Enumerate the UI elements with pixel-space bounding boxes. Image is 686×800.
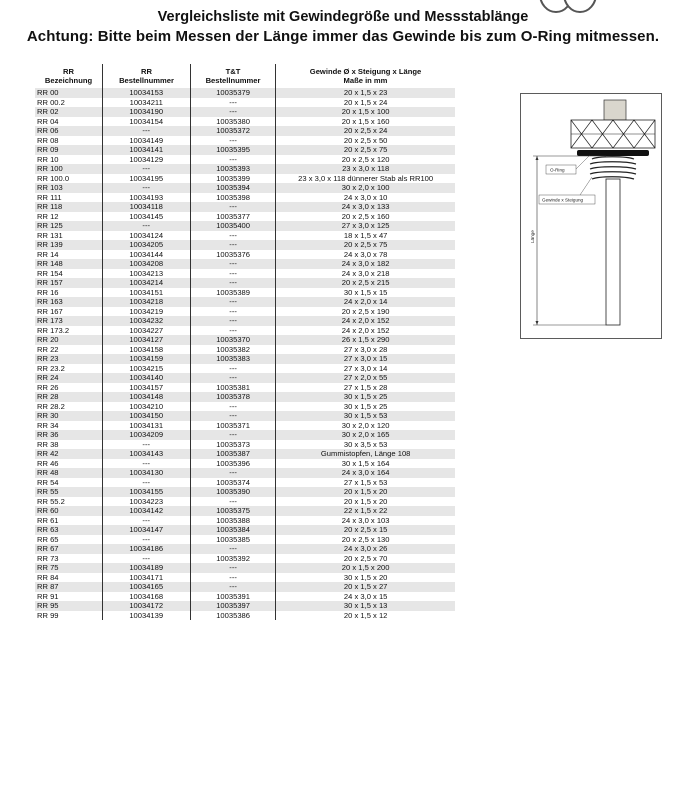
- cell-tt-bestellnummer: ---: [190, 297, 275, 307]
- cell-rr-bestellnummer: 10034193: [102, 193, 190, 203]
- cell-rr-bezeichnung: RR 63: [37, 525, 59, 534]
- cell-tt-bestellnummer: ---: [190, 278, 275, 288]
- cell-rr-bezeichnung: RR 125: [37, 221, 63, 230]
- cell-tt-bestellnummer: 10035398: [190, 193, 275, 203]
- table-row: [35, 383, 455, 393]
- table-row: [35, 563, 455, 573]
- cell-gewinde-masse: 24 x 3,0 x 26: [275, 544, 455, 554]
- table-row: [35, 259, 455, 269]
- table-row: [35, 544, 455, 554]
- cell-tt-bestellnummer: 10035380: [190, 117, 275, 127]
- cell-gewinde-masse: 24 x 3,0 x 218: [275, 269, 455, 279]
- cell-rr-bezeichnung: RR 26: [37, 382, 59, 392]
- cell-tt-bestellnummer: ---: [190, 98, 275, 108]
- cell-tt-bestellnummer: ---: [190, 259, 275, 269]
- cell-rr-bestellnummer: 10034189: [102, 563, 190, 573]
- cell-gewinde-masse: 30 x 1,5 x 15: [275, 288, 455, 298]
- cell-gewinde-masse: 24 x 3,0 x 10: [275, 193, 455, 203]
- table-row: [35, 611, 455, 621]
- table-row: [35, 440, 455, 450]
- cell-rr-bezeichnung: RR 65: [37, 534, 59, 544]
- cell-rr-bestellnummer: 10034213: [102, 269, 190, 279]
- cell-tt-bestellnummer: 10035389: [190, 288, 275, 298]
- cell-gewinde-masse: 20 x 1,5 x 23: [275, 88, 455, 98]
- table-row: [35, 364, 455, 374]
- cell-rr-bestellnummer: ---: [102, 221, 190, 231]
- cell-gewinde-masse: 20 x 2,5 x 15: [275, 525, 455, 535]
- cell-rr-bezeichnung: RR 111: [37, 192, 62, 202]
- cell-tt-bestellnummer: 10035378: [190, 392, 275, 402]
- cell-gewinde-masse: 20 x 1,5 x 27: [275, 582, 455, 592]
- cell-rr-bestellnummer: ---: [102, 126, 190, 136]
- cell-gewinde-masse: 24 x 3,0 x 133: [275, 202, 455, 212]
- cell-gewinde-masse: 20 x 2,5 x 50: [275, 136, 455, 146]
- cell-gewinde-masse: 27 x 2,0 x 55: [275, 373, 455, 383]
- cell-rr-bestellnummer: 10034118: [102, 202, 190, 212]
- table-row: [35, 174, 455, 184]
- cell-rr-bezeichnung: RR 23: [37, 354, 59, 363]
- cell-rr-bestellnummer: 10034144: [102, 250, 190, 260]
- cell-rr-bestellnummer: 10034165: [102, 582, 190, 592]
- cell-rr-bestellnummer: 10034190: [102, 107, 190, 117]
- cell-gewinde-masse: 20 x 2,5 x 70: [275, 554, 455, 564]
- cell-rr-bezeichnung: RR 02: [37, 107, 59, 116]
- cell-rr-bestellnummer: ---: [102, 164, 190, 174]
- cell-rr-bestellnummer: 10034210: [102, 402, 190, 412]
- cell-tt-bestellnummer: 10035375: [190, 506, 275, 516]
- cell-gewinde-masse: 24 x 2,0 x 14: [275, 297, 455, 307]
- cell-gewinde-masse: 20 x 1,5 x 200: [275, 563, 455, 573]
- cell-tt-bestellnummer: 10035370: [190, 335, 275, 345]
- cell-tt-bestellnummer: 10035382: [190, 345, 275, 355]
- cell-gewinde-masse: 24 x 2,0 x 152: [275, 316, 455, 326]
- cell-rr-bezeichnung: RR 139: [37, 240, 63, 249]
- cell-tt-bestellnummer: 10035390: [190, 487, 275, 497]
- table-row: [35, 487, 455, 497]
- table-row: [35, 373, 455, 383]
- cell-rr-bezeichnung: RR 00: [37, 88, 59, 97]
- cell-gewinde-masse: 24 x 3,0 x 182: [275, 259, 455, 269]
- cell-gewinde-masse: 27 x 3,0 x 125: [275, 221, 455, 231]
- cell-rr-bestellnummer: 10034209: [102, 430, 190, 440]
- cell-rr-bezeichnung: RR 67: [37, 544, 59, 553]
- table-row: [35, 345, 455, 355]
- table-row: [35, 592, 455, 602]
- cell-tt-bestellnummer: 10035384: [190, 525, 275, 535]
- cell-rr-bestellnummer: ---: [102, 516, 190, 526]
- cell-gewinde-masse: 27 x 3,0 x 28: [275, 345, 455, 355]
- cell-tt-bestellnummer: 10035383: [190, 354, 275, 364]
- cell-rr-bezeichnung: RR 118: [37, 202, 63, 211]
- table-row: [35, 411, 455, 421]
- cell-rr-bezeichnung: RR 154: [37, 268, 63, 278]
- cell-tt-bestellnummer: 10035396: [190, 459, 275, 469]
- cell-rr-bezeichnung: RR 87: [37, 582, 59, 591]
- cell-rr-bezeichnung: RR 36: [37, 430, 59, 439]
- cell-gewinde-masse: 20 x 2,5 x 120: [275, 155, 455, 165]
- cell-tt-bestellnummer: 10035374: [190, 478, 275, 488]
- cell-gewinde-masse: 30 x 1,5 x 20: [275, 573, 455, 583]
- cell-rr-bestellnummer: 10034159: [102, 354, 190, 364]
- cell-rr-bestellnummer: 10034186: [102, 544, 190, 554]
- table-row: [35, 126, 455, 136]
- cell-gewinde-masse: 20 x 1,5 x 20: [275, 487, 455, 497]
- table-row: [35, 478, 455, 488]
- cell-gewinde-masse: 22 x 1,5 x 22: [275, 506, 455, 516]
- cell-rr-bezeichnung: RR 163: [37, 297, 63, 306]
- cell-rr-bezeichnung: RR 100: [37, 164, 63, 173]
- cell-tt-bestellnummer: ---: [190, 364, 275, 374]
- cell-rr-bestellnummer: 10034195: [102, 174, 190, 184]
- cell-gewinde-masse: 23 x 3,0 x 118 dünnerer Stab als RR100: [275, 174, 455, 184]
- cell-rr-bestellnummer: 10034153: [102, 88, 190, 98]
- cell-rr-bestellnummer: 10034227: [102, 326, 190, 336]
- cell-gewinde-masse: 27 x 3,0 x 15: [275, 354, 455, 364]
- label-gewinde-steigung: Gewinde x Steigung: [542, 197, 584, 203]
- table-row: [35, 183, 455, 193]
- cell-tt-bestellnummer: 10035394: [190, 183, 275, 193]
- cell-rr-bezeichnung: RR 61: [37, 515, 59, 525]
- cell-tt-bestellnummer: 10035397: [190, 601, 275, 611]
- cell-rr-bestellnummer: 10034130: [102, 468, 190, 478]
- cell-rr-bezeichnung: RR 103: [37, 183, 63, 192]
- cell-gewinde-masse: 30 x 2,0 x 120: [275, 421, 455, 431]
- cell-rr-bestellnummer: 10034219: [102, 307, 190, 317]
- cell-tt-bestellnummer: ---: [190, 269, 275, 279]
- cell-rr-bestellnummer: 10034149: [102, 136, 190, 146]
- cell-tt-bestellnummer: ---: [190, 202, 275, 212]
- measurement-diagram: [520, 93, 662, 339]
- cell-tt-bestellnummer: ---: [190, 373, 275, 383]
- header-rr-bezeichnung: RR Bezeichnung: [44, 67, 93, 85]
- cell-rr-bestellnummer: ---: [102, 183, 190, 193]
- header-rr-bestellnummer: RR Bestellnummer: [102, 64, 190, 88]
- cell-tt-bestellnummer: ---: [190, 402, 275, 412]
- cell-rr-bezeichnung: RR 75: [37, 563, 59, 572]
- cell-tt-bestellnummer: 10035385: [190, 535, 275, 545]
- cell-rr-bestellnummer: ---: [102, 459, 190, 469]
- cell-rr-bezeichnung: RR 84: [37, 572, 59, 582]
- table-row: [35, 155, 455, 165]
- cell-rr-bezeichnung: RR 20: [37, 335, 59, 344]
- cell-tt-bestellnummer: 10035395: [190, 145, 275, 155]
- table-row: [35, 601, 455, 611]
- table-row: [35, 430, 455, 440]
- table-row: [35, 307, 455, 317]
- cell-gewinde-masse: 20 x 1,5 x 20: [275, 497, 455, 507]
- table-row: [35, 107, 455, 117]
- table-row: [35, 535, 455, 545]
- cell-tt-bestellnummer: ---: [190, 326, 275, 336]
- cell-rr-bezeichnung: RR 48: [37, 468, 59, 477]
- cell-gewinde-masse: 20 x 1,5 x 160: [275, 117, 455, 127]
- table-row: [35, 288, 455, 298]
- table-row: [35, 221, 455, 231]
- cell-rr-bestellnummer: 10034223: [102, 497, 190, 507]
- cell-rr-bestellnummer: 10034145: [102, 212, 190, 222]
- cell-rr-bezeichnung: RR 173: [37, 316, 63, 325]
- table-row: [35, 335, 455, 345]
- cell-rr-bestellnummer: 10034168: [102, 592, 190, 602]
- table-row: [35, 554, 455, 564]
- cell-rr-bestellnummer: 10034151: [102, 288, 190, 298]
- table-row: [35, 98, 455, 108]
- cell-gewinde-masse: 20 x 2,5 x 160: [275, 212, 455, 222]
- cell-rr-bestellnummer: ---: [102, 535, 190, 545]
- cell-rr-bezeichnung: RR 28.2: [37, 401, 65, 411]
- cell-rr-bezeichnung: RR 54: [37, 477, 59, 487]
- cell-gewinde-masse: 20 x 1,5 x 12: [275, 611, 455, 621]
- cell-gewinde-masse: 30 x 1,5 x 13: [275, 601, 455, 611]
- table-row: [35, 212, 455, 222]
- cell-rr-bezeichnung: RR 30: [37, 411, 59, 420]
- cell-rr-bezeichnung: RR 24: [37, 373, 59, 382]
- cell-tt-bestellnummer: 10035372: [190, 126, 275, 136]
- cell-gewinde-masse: 23 x 3,0 x 118: [275, 164, 455, 174]
- cell-tt-bestellnummer: 10035376: [190, 250, 275, 260]
- cell-rr-bezeichnung: RR 12: [37, 211, 59, 221]
- cell-tt-bestellnummer: ---: [190, 307, 275, 317]
- table-row: [35, 117, 455, 127]
- cell-rr-bestellnummer: 10034148: [102, 392, 190, 402]
- table-row: [35, 449, 455, 459]
- cell-tt-bestellnummer: ---: [190, 582, 275, 592]
- cell-rr-bestellnummer: 10034155: [102, 487, 190, 497]
- cell-rr-bestellnummer: 10034127: [102, 335, 190, 345]
- cell-gewinde-masse: 30 x 1,5 x 25: [275, 402, 455, 412]
- cell-rr-bezeichnung: RR 55.2: [37, 496, 65, 506]
- page-subtitle-warning: Achtung: Bitte beim Messen der Länge immer das Gewinde bis zum O-Ring mitmessen.: [26, 28, 660, 45]
- cell-rr-bezeichnung: RR 99: [37, 610, 59, 620]
- cell-gewinde-masse: 30 x 2,0 x 100: [275, 183, 455, 193]
- cell-rr-bezeichnung: RR 131: [37, 230, 63, 240]
- cell-rr-bezeichnung: RR 167: [37, 306, 63, 316]
- table-row: [35, 269, 455, 279]
- cell-rr-bezeichnung: RR 04: [37, 116, 59, 126]
- table-row: [35, 354, 455, 364]
- cell-rr-bestellnummer: 10034215: [102, 364, 190, 374]
- table-row: [35, 231, 455, 241]
- cell-rr-bestellnummer: 10034205: [102, 240, 190, 250]
- cell-rr-bestellnummer: 10034150: [102, 411, 190, 421]
- cell-tt-bestellnummer: ---: [190, 316, 275, 326]
- cell-tt-bestellnummer: ---: [190, 544, 275, 554]
- cell-gewinde-masse: 18 x 1,5 x 47: [275, 231, 455, 241]
- table-row: [35, 468, 455, 478]
- cell-rr-bezeichnung: RR 16: [37, 287, 59, 297]
- cell-rr-bezeichnung: RR 55: [37, 487, 59, 496]
- cell-tt-bestellnummer: ---: [190, 563, 275, 573]
- cell-rr-bezeichnung: RR 173.2: [37, 325, 70, 335]
- header-tt-bestellnummer: T&T Bestellnummer: [190, 64, 275, 88]
- cell-rr-bezeichnung: RR 95: [37, 601, 59, 610]
- cell-rr-bezeichnung: RR 23.2: [37, 363, 65, 373]
- cell-tt-bestellnummer: ---: [190, 497, 275, 507]
- page-title: Vergleichsliste mit Gewindegröße und Messstablänge: [157, 9, 529, 25]
- cell-gewinde-masse: 20 x 1,5 x 24: [275, 98, 455, 108]
- header-gewinde-masse: Gewinde Ø x Steigung x Länge Maße in mm: [275, 64, 455, 88]
- cell-gewinde-masse: 30 x 2,0 x 165: [275, 430, 455, 440]
- cell-tt-bestellnummer: 10035388: [190, 516, 275, 526]
- cell-rr-bezeichnung: RR 157: [37, 278, 63, 287]
- table-body: [35, 88, 455, 620]
- cell-rr-bestellnummer: 10034218: [102, 297, 190, 307]
- table-row: [35, 497, 455, 507]
- cell-rr-bestellnummer: 10034158: [102, 345, 190, 355]
- table-row: [35, 573, 455, 583]
- cell-rr-bestellnummer: 10034129: [102, 155, 190, 165]
- cell-gewinde-masse: 20 x 2,5 x 190: [275, 307, 455, 317]
- cell-rr-bezeichnung: RR 38: [37, 439, 59, 449]
- cell-tt-bestellnummer: ---: [190, 411, 275, 421]
- cell-rr-bestellnummer: 10034157: [102, 383, 190, 393]
- cell-rr-bestellnummer: ---: [102, 478, 190, 488]
- cell-tt-bestellnummer: 10035379: [190, 88, 275, 98]
- table-row: [35, 516, 455, 526]
- cell-tt-bestellnummer: 10035373: [190, 440, 275, 450]
- cell-rr-bestellnummer: ---: [102, 554, 190, 564]
- table-row: [35, 88, 455, 98]
- table-row: [35, 136, 455, 146]
- cell-tt-bestellnummer: 10035393: [190, 164, 275, 174]
- cell-rr-bestellnummer: 10034147: [102, 525, 190, 535]
- table-header: [35, 64, 455, 88]
- cell-rr-bestellnummer: 10034208: [102, 259, 190, 269]
- cell-tt-bestellnummer: 10035381: [190, 383, 275, 393]
- table-row: [35, 202, 455, 212]
- cell-tt-bestellnummer: ---: [190, 136, 275, 146]
- cell-tt-bestellnummer: 10035371: [190, 421, 275, 431]
- cell-gewinde-masse: 24 x 2,0 x 152: [275, 326, 455, 336]
- cell-tt-bestellnummer: 10035391: [190, 592, 275, 602]
- cell-tt-bestellnummer: 10035386: [190, 611, 275, 621]
- table-row: [35, 421, 455, 431]
- cell-tt-bestellnummer: 10035387: [190, 449, 275, 459]
- cell-rr-bestellnummer: 10034124: [102, 231, 190, 241]
- table-row: [35, 506, 455, 516]
- cell-gewinde-masse: 24 x 3,0 x 78: [275, 250, 455, 260]
- cell-rr-bestellnummer: 10034142: [102, 506, 190, 516]
- cell-rr-bezeichnung: RR 08: [37, 135, 59, 145]
- cell-gewinde-masse: 30 x 3,5 x 53: [275, 440, 455, 450]
- comparison-table: [35, 64, 455, 620]
- cell-rr-bezeichnung: RR 06: [37, 126, 59, 135]
- cell-rr-bezeichnung: RR 22: [37, 344, 59, 354]
- cell-rr-bestellnummer: 10034154: [102, 117, 190, 127]
- cell-tt-bestellnummer: ---: [190, 240, 275, 250]
- cell-gewinde-masse: Gummistopfen, Länge 108: [275, 449, 455, 459]
- cell-gewinde-masse: 20 x 1,5 x 100: [275, 107, 455, 117]
- cell-gewinde-masse: 27 x 1,5 x 53: [275, 478, 455, 488]
- cell-gewinde-masse: 27 x 3,0 x 14: [275, 364, 455, 374]
- cell-gewinde-masse: 24 x 3,0 x 15: [275, 592, 455, 602]
- cell-rr-bestellnummer: 10034139: [102, 611, 190, 621]
- cell-tt-bestellnummer: ---: [190, 107, 275, 117]
- label-laenge: Länge: [530, 230, 535, 243]
- cell-rr-bezeichnung: RR 09: [37, 145, 59, 154]
- cell-gewinde-masse: 20 x 2,5 x 24: [275, 126, 455, 136]
- table-row: [35, 525, 455, 535]
- cell-rr-bezeichnung: RR 28: [37, 392, 59, 401]
- cell-rr-bezeichnung: RR 10: [37, 154, 59, 164]
- cell-tt-bestellnummer: 10035392: [190, 554, 275, 564]
- table-row: [35, 164, 455, 174]
- cell-rr-bestellnummer: 10034141: [102, 145, 190, 155]
- cell-rr-bezeichnung: RR 73: [37, 553, 59, 563]
- cell-tt-bestellnummer: 10035377: [190, 212, 275, 222]
- cell-gewinde-masse: 20 x 2,5 x 130: [275, 535, 455, 545]
- cell-rr-bestellnummer: 10034211: [102, 98, 190, 108]
- table-row: [35, 316, 455, 326]
- cell-gewinde-masse: 27 x 1,5 x 28: [275, 383, 455, 393]
- cell-rr-bezeichnung: RR 91: [37, 591, 59, 601]
- table-row: [35, 145, 455, 155]
- table-row: [35, 402, 455, 412]
- table-row: [35, 392, 455, 402]
- table-row: [35, 582, 455, 592]
- cell-rr-bestellnummer: 10034232: [102, 316, 190, 326]
- cell-rr-bestellnummer: 10034214: [102, 278, 190, 288]
- cell-rr-bezeichnung: RR 42: [37, 449, 59, 458]
- cell-rr-bestellnummer: 10034131: [102, 421, 190, 431]
- cell-rr-bezeichnung: RR 46: [37, 458, 59, 468]
- cell-rr-bestellnummer: 10034143: [102, 449, 190, 459]
- table-row: [35, 250, 455, 260]
- cell-rr-bestellnummer: 10034140: [102, 373, 190, 383]
- cell-gewinde-masse: 24 x 3,0 x 103: [275, 516, 455, 526]
- cell-gewinde-masse: 30 x 1,5 x 53: [275, 411, 455, 421]
- cell-gewinde-masse: 24 x 3,0 x 164: [275, 468, 455, 478]
- cell-tt-bestellnummer: ---: [190, 430, 275, 440]
- cell-gewinde-masse: 20 x 2,5 x 75: [275, 145, 455, 155]
- table-row: [35, 278, 455, 288]
- table-row: [35, 459, 455, 469]
- cell-rr-bestellnummer: 10034172: [102, 601, 190, 611]
- cell-gewinde-masse: 30 x 1,5 x 25: [275, 392, 455, 402]
- cell-gewinde-masse: 20 x 2,5 x 75: [275, 240, 455, 250]
- table-row: [35, 326, 455, 336]
- cell-rr-bezeichnung: RR 100.0: [37, 173, 70, 183]
- table-row: [35, 193, 455, 203]
- cell-tt-bestellnummer: ---: [190, 468, 275, 478]
- cell-tt-bestellnummer: 10035399: [190, 174, 275, 184]
- cell-rr-bezeichnung: RR 60: [37, 506, 59, 515]
- cell-rr-bezeichnung: RR 148: [37, 259, 63, 268]
- cell-gewinde-masse: 20 x 2,5 x 215: [275, 278, 455, 288]
- cell-rr-bestellnummer: 10034171: [102, 573, 190, 583]
- cell-tt-bestellnummer: ---: [190, 155, 275, 165]
- cell-tt-bestellnummer: 10035400: [190, 221, 275, 231]
- cell-tt-bestellnummer: ---: [190, 573, 275, 583]
- table-row: [35, 240, 455, 250]
- cell-rr-bezeichnung: RR 14: [37, 249, 59, 259]
- cell-gewinde-masse: 26 x 1,5 x 290: [275, 335, 455, 345]
- table-row: [35, 297, 455, 307]
- cell-tt-bestellnummer: ---: [190, 231, 275, 241]
- cell-rr-bezeichnung: RR 34: [37, 420, 59, 430]
- cell-rr-bezeichnung: RR 00.2: [37, 97, 65, 107]
- label-o-ring: O-Ring: [550, 167, 565, 173]
- cell-gewinde-masse: 30 x 1,5 x 164: [275, 459, 455, 469]
- cell-rr-bestellnummer: ---: [102, 440, 190, 450]
